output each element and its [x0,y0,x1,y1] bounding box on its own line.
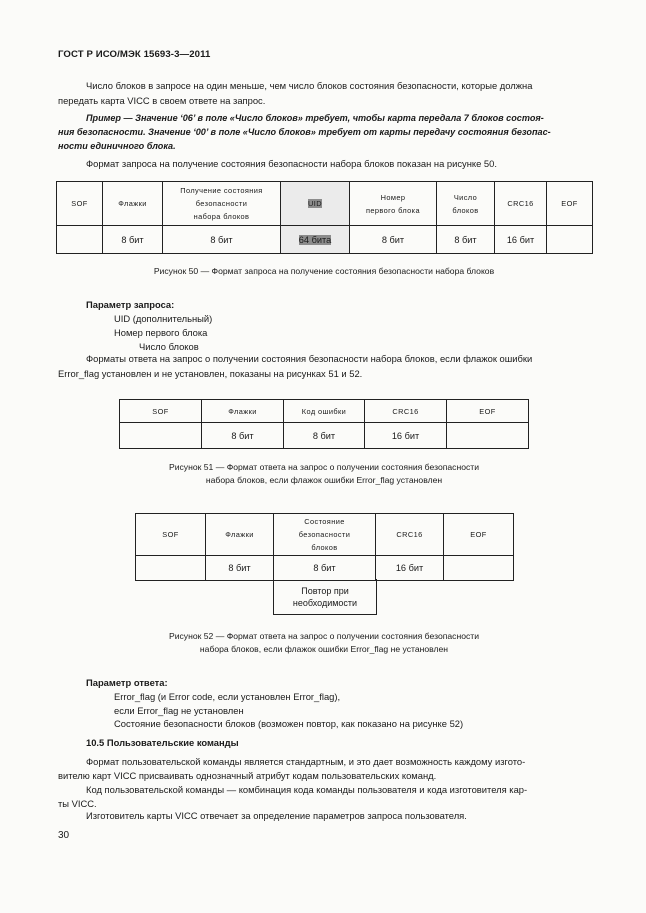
fig50-value-cell-uid: 64 бита [281,226,350,254]
fig50-value-cell [57,226,103,254]
fig50-value-cell: 8 бит [163,226,281,254]
fig50-header-cell: Флажки [103,182,163,226]
response-param-item: если Error_flag не установлен [114,705,244,716]
intro-line-2: передать карта VICC в своем ответе на запрос. [58,95,266,106]
fig50-value-cell [547,226,593,254]
fig50-table [56,181,593,254]
fig52-header-cell: Состояние безопасности блоков [274,514,376,556]
fig52-caption-line-2: набора блоков, если флажок ошибки Error_flag не установлен [199,644,449,654]
section-paragraph-line: вителю карт VICC присваивать однозначный атрибут кодам пользовательских команд. [58,770,437,781]
fig51-value-cell [447,423,529,449]
response-formats-line-1: Форматы ответа на запрос о получении состояния безопасности набора блоков, если флажок ошибки [86,353,533,364]
fig51-value-cell: 8 бит [284,423,365,449]
response-params-title: Параметр ответа: [86,677,168,688]
request-param-item: Номер первого блока [114,327,208,338]
page-number: 30 [58,830,70,841]
fig52-value-cell: 8 бит [206,556,274,581]
fig51-table [119,399,529,449]
example-line-2: ния безопасности. Значение ‘00’ в поле «Число блоков» требует от карты передачу состояния безопас- [58,127,551,137]
fig50-header-cell: CRC16 [495,182,547,226]
fig50-header-cell: Получение состояния безопасности набора блоков [163,182,281,226]
fig51-value-row [120,423,529,449]
fig52-value-cell [444,556,514,581]
fig50-value-cell: 16 бит [495,226,547,254]
fig51-caption-line-2: набора блоков, если флажок ошибки Error_flag установлен [205,475,443,485]
fig50-header-row [57,182,593,226]
fig51-header-cell: Код ошибки [284,400,365,423]
fig52-header-cell: Флажки [206,514,274,556]
response-param-item: Состояние безопасности блоков (возможен повтор, как показано на рисунке 52) [114,718,464,729]
fig52-caption-line-1: Рисунок 52 — Формат ответа на запрос о получении состояния безопасности [168,631,480,641]
fig52-value-cell: 16 бит [376,556,444,581]
fig51-caption-line-1: Рисунок 51 — Формат ответа на запрос о получении состояния безопасности [168,462,480,472]
fig51-header-cell: SOF [120,400,202,423]
section-paragraph-line: ты VICC. [58,798,97,809]
fig50-caption: Рисунок 50 — Формат запроса на получение состояния безопасности набора блоков [153,266,495,276]
response-param-item: Error_flag (и Error code, если установлен Error_flag), [114,691,341,702]
fig51-value-cell: 8 бит [202,423,284,449]
fig51-value-cell: 16 бит [365,423,447,449]
fig52-table [135,513,514,581]
fig50-header-cell: Номер первого блока [350,182,437,226]
fig51-header-cell: EOF [447,400,529,423]
fig50-header-cell: EOF [547,182,593,226]
fig51-value-cell [120,423,202,449]
intro-line-1: Число блоков в запросе на один меньше, чем число блоков состояния безопасности, которые должна [86,80,533,91]
fig51-header-cell: Флажки [202,400,284,423]
fig52-value-cell [136,556,206,581]
fig50-header-cell: Число блоков [437,182,495,226]
request-param-item: Число блоков [139,341,199,352]
fig52-header-cell: CRC16 [376,514,444,556]
fig50-header-cell: SOF [57,182,103,226]
fig52-value-cell: 8 бит [274,556,376,581]
request-params-title: Параметр запроса: [86,299,175,310]
section-paragraph-line: Формат пользовательской команды является стандартным, и это дает возможность каждому изгото- [86,756,526,767]
fig50-value-cell: 8 бит [350,226,437,254]
example-line-1: Пример — Значение ‘06’ в поле «Число блоков» требует, чтобы карта передала 7 блоков состоя- [86,113,544,123]
fig50-header-cell-uid: UID [281,182,350,226]
fig51-header-cell: CRC16 [365,400,447,423]
fig50-value-cell: 8 бит [437,226,495,254]
section-paragraph-line: Код пользовательской команды — комбинация кода команды пользователя и кода изготовителя кар- [86,784,528,795]
document-header: ГОСТ Р ИСО/МЭК 15693-3—2011 [58,49,211,60]
example-line-3: ности единичного блока. [58,141,176,151]
fig51-header-row [120,400,529,423]
fig50-value-cell: 8 бит [103,226,163,254]
fig52-value-row [136,556,514,581]
fig52-header-cell: SOF [136,514,206,556]
section-title: 10.5 Пользовательские команды [86,737,239,748]
fig50-value-row [57,226,593,254]
request-param-item: UID (дополнительный) [114,313,213,324]
fig52-header-cell: EOF [444,514,514,556]
fig52-header-row [136,514,514,556]
section-paragraph-line: Изготовитель карты VICC отвечает за определение параметров запроса пользователя. [86,810,467,821]
fig50-intro: Формат запроса на получение состояния безопасности набора блоков показан на рисунке 50. [86,158,497,169]
response-formats-line-2: Error_flag установлен и не установлен, показаны на рисунках 51 и 52. [58,368,363,379]
fig52-repeat-note: Повтор при необходимости [273,579,377,615]
